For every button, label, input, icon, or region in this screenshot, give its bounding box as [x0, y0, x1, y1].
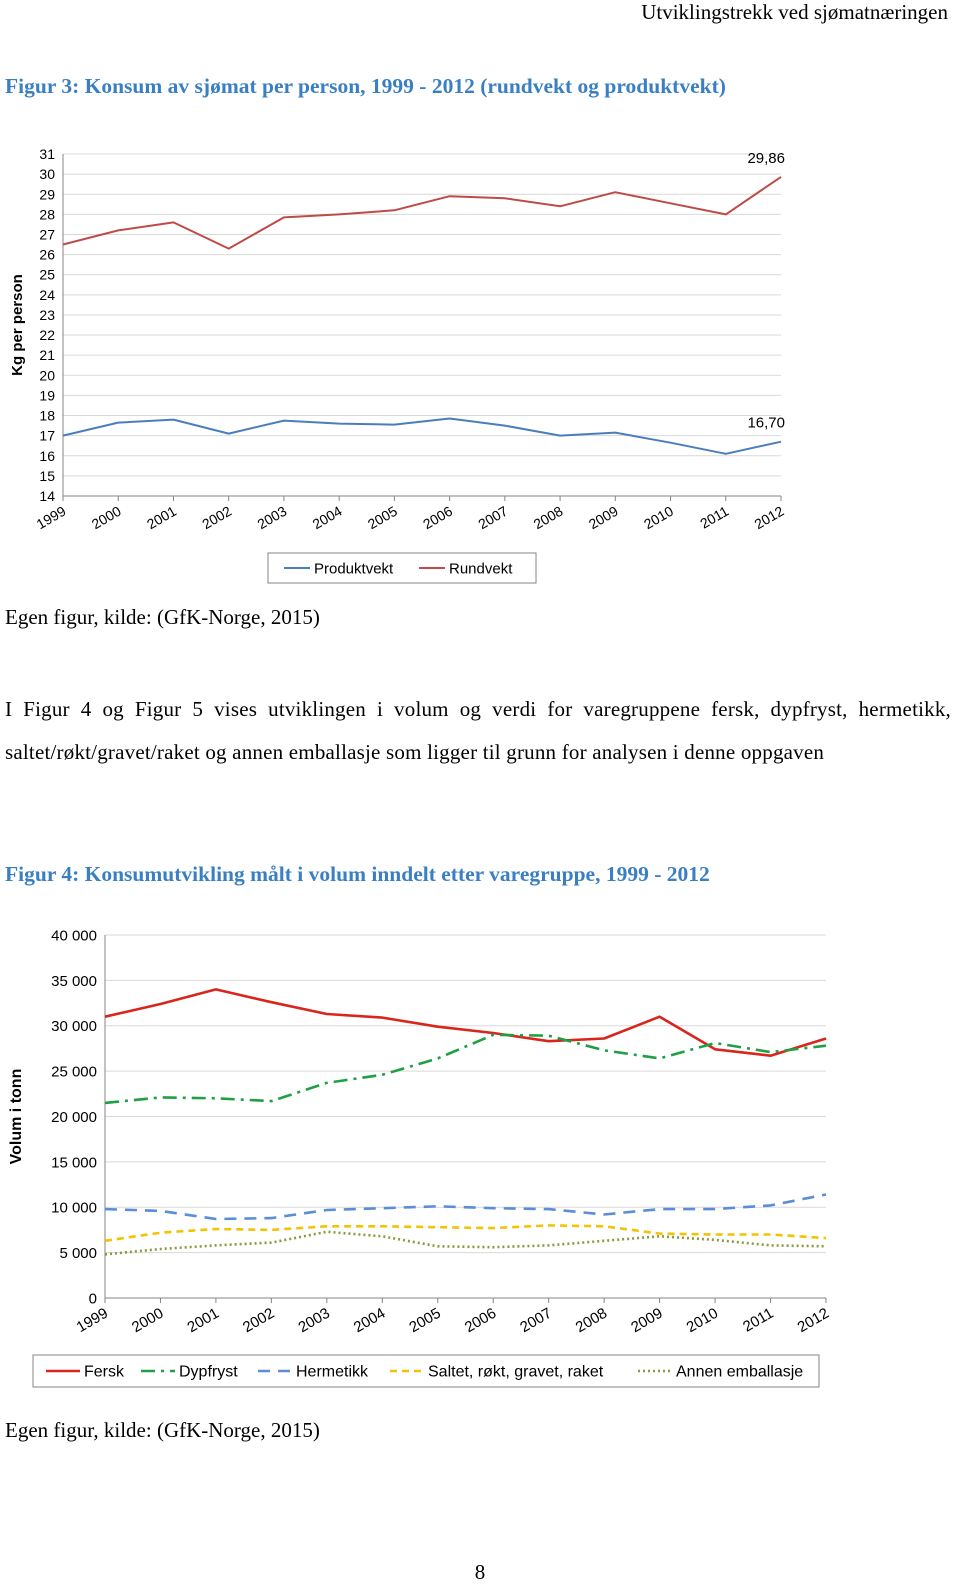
x-tick-label: 2002	[199, 502, 235, 533]
legend-label: Saltet, røkt, gravet, raket	[428, 1363, 604, 1381]
body-paragraph: I Figur 4 og Figur 5 vises utviklingen i volum og verdi for varegruppene fersk, dypfryst, hermetikk, saltet/røkt/gravet/raket og annen emballasje som ligger til grunn for analysen i denne oppgaven	[5, 697, 951, 764]
series-line-rundvekt	[63, 177, 781, 249]
y-tick-label: 15 000	[51, 1154, 97, 1172]
y-tick-label: 16	[39, 447, 55, 464]
x-tick-label: 2011	[697, 502, 732, 532]
x-tick-label: 2010	[641, 502, 677, 533]
legend-label: Annen emballasje	[676, 1363, 804, 1381]
y-tick-label: 14	[39, 488, 55, 505]
y-axis-title: Kg per person	[9, 274, 26, 376]
page-number: 8	[474, 1560, 486, 1584]
y-tick-label: 17	[39, 427, 55, 444]
series-line-produktvekt	[63, 419, 781, 454]
y-tick-label: 40 000	[51, 927, 97, 945]
series-line-dypfryst	[105, 1035, 826, 1103]
y-tick-label: 27	[39, 226, 55, 243]
x-tick-label: 2003	[295, 1304, 333, 1337]
x-tick-label: 2012	[794, 1304, 832, 1337]
figure-4-source: Egen figur, kilde: (GfK-Norge, 2015)	[5, 1418, 320, 1442]
x-tick-label: 2002	[239, 1304, 278, 1337]
y-axis-title: Volum i tonn	[8, 1068, 25, 1165]
x-tick-label: 2007	[517, 1304, 555, 1337]
figure-4-title: Figur 4: Konsumutvikling målt i volum inndelt etter varegruppe, 1999 - 2012	[5, 862, 710, 886]
y-tick-label: 35 000	[51, 972, 97, 990]
legend-label: Hermetikk	[296, 1363, 369, 1381]
data-label: 29,86	[747, 149, 785, 167]
x-tick-label: 2001	[143, 502, 179, 533]
x-tick-label: 2000	[88, 502, 124, 533]
y-tick-label: 24	[39, 286, 55, 303]
y-tick-label: 21	[39, 347, 55, 364]
y-tick-label: 15	[39, 467, 55, 484]
y-tick-label: 25	[39, 266, 55, 283]
y-tick-label: 20	[39, 367, 55, 384]
y-tick-label: 22	[39, 327, 55, 344]
x-tick-label: 2001	[184, 1304, 222, 1337]
figure-3-title: Figur 3: Konsum av sjømat per person, 1999 - 2012 (rundvekt og produktvekt)	[5, 74, 726, 98]
x-tick-label: 2010	[683, 1304, 722, 1337]
legend-label: Dypfryst	[179, 1363, 238, 1381]
legend-label: Produktvekt	[314, 560, 394, 578]
x-tick-label: 2011	[740, 1304, 777, 1336]
x-tick-label: 2009	[585, 502, 621, 533]
x-tick-label: 2006	[461, 1304, 500, 1337]
x-tick-label: 2007	[475, 502, 511, 533]
y-tick-label: 31	[39, 146, 55, 163]
y-tick-label: 10 000	[51, 1199, 97, 1217]
legend-label: Fersk	[84, 1363, 124, 1381]
x-tick-label: 2005	[406, 1304, 444, 1337]
x-tick-label: 2000	[129, 1304, 167, 1337]
figure-4-chart	[0, 925, 960, 1395]
x-tick-label: 2005	[364, 502, 400, 533]
x-tick-label: 2006	[420, 502, 456, 533]
y-tick-label: 26	[39, 246, 55, 263]
y-tick-label: 25 000	[51, 1063, 97, 1081]
x-tick-label: 2008	[572, 1304, 611, 1337]
y-tick-label: 0	[88, 1290, 97, 1308]
y-tick-label: 23	[39, 306, 55, 323]
running-header: Utviklingstrekk ved sjømatnæringen	[641, 0, 948, 24]
x-tick-label: 2004	[309, 502, 345, 533]
x-tick-label: 2004	[350, 1304, 389, 1337]
legend-label: Rundvekt	[449, 560, 513, 578]
figure-3-source: Egen figur, kilde: (GfK-Norge, 2015)	[5, 605, 320, 629]
y-tick-label: 20 000	[51, 1108, 97, 1126]
y-tick-label: 30	[39, 166, 55, 183]
data-label: 16,70	[747, 414, 785, 432]
y-tick-label: 28	[39, 206, 55, 223]
y-tick-label: 18	[39, 407, 55, 424]
x-tick-label: 2012	[751, 502, 787, 533]
y-tick-label: 19	[39, 387, 55, 404]
y-tick-label: 30 000	[51, 1018, 97, 1036]
y-tick-label: 5 000	[59, 1245, 97, 1263]
figure-3-chart	[0, 140, 960, 590]
x-tick-label: 2003	[254, 502, 290, 533]
x-tick-label: 1999	[33, 502, 69, 533]
y-tick-label: 29	[39, 186, 55, 203]
x-tick-label: 2008	[530, 502, 566, 533]
x-tick-label: 2009	[628, 1304, 666, 1337]
series-line-saltet-r-kt-gravet-raket	[105, 1225, 826, 1240]
x-tick-label: 1999	[73, 1304, 111, 1337]
